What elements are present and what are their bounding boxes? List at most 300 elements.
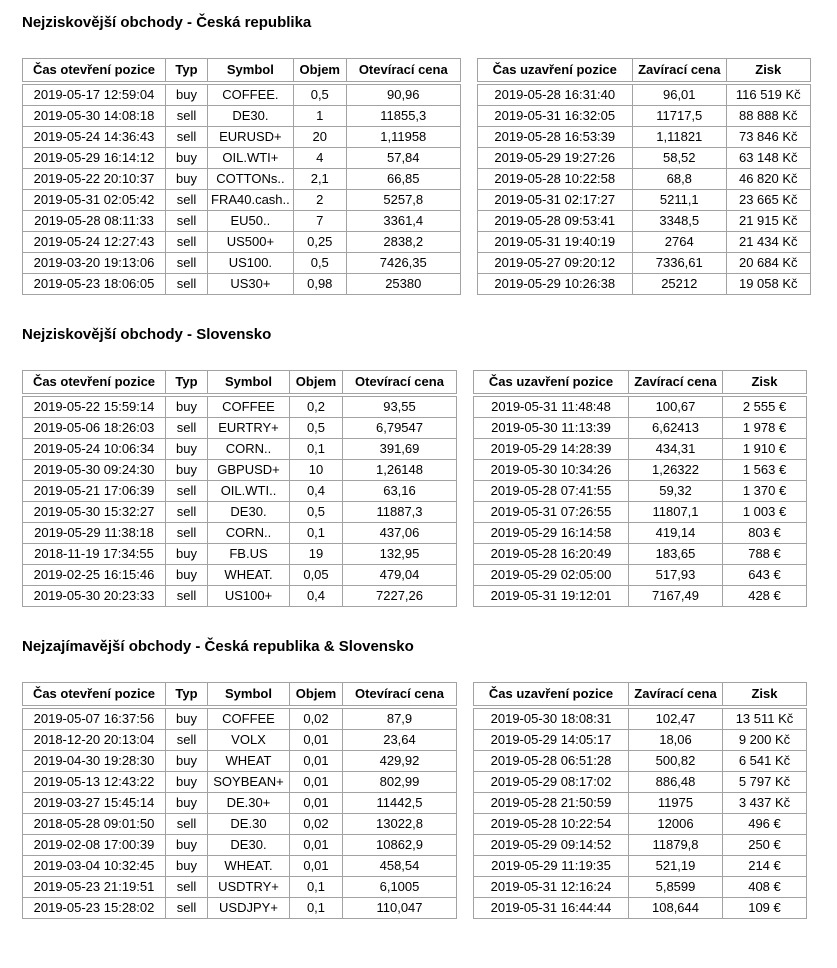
symbol-cell: US100. — [208, 253, 294, 274]
open-time-cell: 2019-04-30 19:28:30 — [23, 751, 166, 772]
open-price-cell: 391,69 — [343, 439, 457, 460]
volume-cell: 0,5 — [290, 502, 343, 523]
symbol-cell: EU50.. — [208, 211, 294, 232]
open-price-cell: 11887,3 — [343, 502, 457, 523]
table-row — [23, 481, 457, 502]
volume-cell: 0,1 — [290, 877, 343, 898]
close-price-cell: 434,31 — [629, 439, 723, 460]
table-row — [474, 586, 807, 607]
col-header-open-price: Otevírací cena — [343, 371, 457, 394]
close-time-cell: 2019-05-28 21:50:59 — [474, 793, 629, 814]
symbol-cell: DE30. — [208, 835, 290, 856]
symbol-cell: WHEAT. — [208, 856, 290, 877]
col-header-profit: Zisk — [723, 683, 807, 706]
profit-cell: 46 820 Kč — [726, 169, 810, 190]
section-title: Nejzajímavější obchody - Česká republika & Slovensko — [22, 638, 414, 655]
table-row — [23, 439, 457, 460]
open-time-cell: 2019-05-22 20:10:37 — [23, 169, 166, 190]
table-row — [23, 793, 457, 814]
profit-cell: 9 200 Kč — [723, 730, 807, 751]
table-row — [23, 730, 457, 751]
close-price-cell: 102,47 — [629, 709, 723, 730]
open-time-cell: 2018-11-19 17:34:55 — [23, 544, 166, 565]
open-price-cell: 1,26148 — [343, 460, 457, 481]
symbol-cell: GBPUSD+ — [208, 460, 290, 481]
close-price-cell: 18,06 — [629, 730, 723, 751]
table-row — [23, 502, 457, 523]
profit-cell: 23 665 Kč — [726, 190, 810, 211]
profit-cell: 88 888 Kč — [726, 106, 810, 127]
close-time-cell: 2019-05-28 16:53:39 — [477, 127, 632, 148]
open-time-cell: 2019-05-30 15:32:27 — [23, 502, 166, 523]
profit-cell: 116 519 Kč — [726, 85, 810, 106]
open-time-cell: 2019-05-23 21:19:51 — [23, 877, 166, 898]
type-cell: sell — [166, 523, 208, 544]
symbol-cell: DE30. — [208, 106, 294, 127]
profit-cell: 408 € — [723, 877, 807, 898]
table-row — [477, 127, 810, 148]
close-price-cell: 11807,1 — [629, 502, 723, 523]
open-time-cell: 2019-05-24 12:27:43 — [23, 232, 166, 253]
open-time-cell: 2018-12-20 20:13:04 — [23, 730, 166, 751]
table-row — [474, 835, 807, 856]
type-cell: sell — [166, 232, 208, 253]
table-row — [23, 253, 461, 274]
close-price-cell: 183,65 — [629, 544, 723, 565]
open-time-cell: 2019-05-30 09:24:30 — [23, 460, 166, 481]
table-row — [474, 751, 807, 772]
volume-cell: 0,4 — [290, 586, 343, 607]
symbol-cell: EURTRY+ — [208, 418, 290, 439]
open-price-cell: 66,85 — [346, 169, 460, 190]
open-price-cell: 57,84 — [346, 148, 460, 169]
profit-cell: 20 684 Kč — [726, 253, 810, 274]
open-time-cell: 2019-05-22 15:59:14 — [23, 397, 166, 418]
trades-open-table — [22, 682, 457, 919]
close-time-cell: 2019-05-28 16:31:40 — [477, 85, 632, 106]
close-time-cell: 2019-05-28 06:51:28 — [474, 751, 629, 772]
symbol-cell: OIL.WTI+ — [208, 148, 294, 169]
close-price-cell: 6,62413 — [629, 418, 723, 439]
volume-cell: 10 — [290, 460, 343, 481]
symbol-cell: SOYBEAN+ — [208, 772, 290, 793]
section-top-trades-slovakia — [22, 326, 815, 607]
col-header-close-time: Čas uzavření pozice — [474, 683, 629, 706]
col-header-volume: Objem — [293, 59, 346, 82]
open-price-cell: 90,96 — [346, 85, 460, 106]
profit-cell: 1 978 € — [723, 418, 807, 439]
table-row — [474, 877, 807, 898]
open-price-cell: 2838,2 — [346, 232, 460, 253]
table-row — [474, 856, 807, 877]
type-cell: sell — [166, 127, 208, 148]
type-cell: sell — [166, 190, 208, 211]
table-row — [23, 523, 457, 544]
profit-cell: 109 € — [723, 898, 807, 919]
open-time-cell: 2018-05-28 09:01:50 — [23, 814, 166, 835]
col-header-volume: Objem — [290, 371, 343, 394]
open-price-cell: 23,64 — [343, 730, 457, 751]
col-header-open-time: Čas otevření pozice — [23, 683, 166, 706]
volume-cell: 0,5 — [290, 418, 343, 439]
table-row — [474, 709, 807, 730]
open-price-cell: 63,16 — [343, 481, 457, 502]
profit-cell: 73 846 Kč — [726, 127, 810, 148]
symbol-cell: DE30. — [208, 502, 290, 523]
volume-cell: 0,1 — [290, 898, 343, 919]
section-title: Nejziskovější obchody - Slovensko — [22, 326, 272, 343]
close-price-cell: 58,52 — [632, 148, 726, 169]
table-row — [23, 460, 457, 481]
close-time-cell: 2019-05-29 09:14:52 — [474, 835, 629, 856]
volume-cell: 0,5 — [293, 85, 346, 106]
close-time-cell: 2019-05-28 07:41:55 — [474, 481, 629, 502]
symbol-cell: FB.US — [208, 544, 290, 565]
col-header-type: Typ — [166, 683, 208, 706]
volume-cell: 0,01 — [290, 793, 343, 814]
open-price-cell: 429,92 — [343, 751, 457, 772]
trades-table-group — [22, 58, 815, 295]
table-row — [23, 211, 461, 232]
open-price-cell: 87,9 — [343, 709, 457, 730]
close-time-cell: 2019-05-30 10:34:26 — [474, 460, 629, 481]
close-time-cell: 2019-05-31 07:26:55 — [474, 502, 629, 523]
open-time-cell: 2019-05-29 11:38:18 — [23, 523, 166, 544]
close-time-cell: 2019-05-29 08:17:02 — [474, 772, 629, 793]
symbol-cell: US100+ — [208, 586, 290, 607]
close-price-cell: 96,01 — [632, 85, 726, 106]
section-title: Nejziskovější obchody - Česká republika — [22, 14, 312, 31]
table-row — [23, 772, 457, 793]
volume-cell: 0,05 — [290, 565, 343, 586]
type-cell: buy — [166, 460, 208, 481]
volume-cell: 2,1 — [293, 169, 346, 190]
header-row — [23, 371, 457, 394]
col-header-close-time: Čas uzavření pozice — [477, 59, 632, 82]
type-cell: sell — [166, 814, 208, 835]
close-time-cell: 2019-05-29 14:05:17 — [474, 730, 629, 751]
table-row — [474, 898, 807, 919]
table-row — [474, 481, 807, 502]
type-cell: buy — [166, 565, 208, 586]
profit-cell: 214 € — [723, 856, 807, 877]
close-price-cell: 1,26322 — [629, 460, 723, 481]
type-cell: sell — [166, 898, 208, 919]
open-time-cell: 2019-05-30 14:08:18 — [23, 106, 166, 127]
profit-cell: 250 € — [723, 835, 807, 856]
close-price-cell: 11879,8 — [629, 835, 723, 856]
table-row — [477, 169, 810, 190]
symbol-cell: DE.30 — [208, 814, 290, 835]
type-cell: buy — [166, 148, 208, 169]
symbol-cell: COFFEE. — [208, 85, 294, 106]
col-header-close-price: Zavírací cena — [629, 683, 723, 706]
open-time-cell: 2019-02-25 16:15:46 — [23, 565, 166, 586]
symbol-cell: CORN.. — [208, 523, 290, 544]
close-price-cell: 521,19 — [629, 856, 723, 877]
volume-cell: 0,01 — [290, 730, 343, 751]
symbol-cell: COFFEE — [208, 397, 290, 418]
symbol-cell: FRA40.cash.. — [208, 190, 294, 211]
close-time-cell: 2019-05-28 16:20:49 — [474, 544, 629, 565]
table-row — [23, 148, 461, 169]
symbol-cell: COFFEE — [208, 709, 290, 730]
open-time-cell: 2019-05-24 10:06:34 — [23, 439, 166, 460]
volume-cell: 0,25 — [293, 232, 346, 253]
symbol-cell: WHEAT — [208, 751, 290, 772]
profit-cell: 496 € — [723, 814, 807, 835]
close-price-cell: 500,82 — [629, 751, 723, 772]
close-price-cell: 100,67 — [629, 397, 723, 418]
table-row — [474, 460, 807, 481]
profit-cell: 788 € — [723, 544, 807, 565]
close-price-cell: 517,93 — [629, 565, 723, 586]
close-time-cell: 2019-05-31 16:32:05 — [477, 106, 632, 127]
volume-cell: 0,01 — [290, 856, 343, 877]
col-header-profit: Zisk — [723, 371, 807, 394]
open-price-cell: 479,04 — [343, 565, 457, 586]
table-row — [23, 418, 457, 439]
volume-cell: 0,01 — [290, 751, 343, 772]
table-row — [23, 232, 461, 253]
profit-cell: 1 370 € — [723, 481, 807, 502]
volume-cell: 0,4 — [290, 481, 343, 502]
table-row — [474, 544, 807, 565]
close-time-cell: 2019-05-31 19:12:01 — [474, 586, 629, 607]
volume-cell: 2 — [293, 190, 346, 211]
close-time-cell: 2019-05-31 02:17:27 — [477, 190, 632, 211]
section-top-trades-czech — [22, 14, 815, 295]
close-time-cell: 2019-05-29 10:26:38 — [477, 274, 632, 295]
table-row — [477, 85, 810, 106]
type-cell: buy — [166, 397, 208, 418]
type-cell: sell — [166, 418, 208, 439]
close-time-cell: 2019-05-27 09:20:12 — [477, 253, 632, 274]
close-time-cell: 2019-05-30 18:08:31 — [474, 709, 629, 730]
close-price-cell: 3348,5 — [632, 211, 726, 232]
profit-cell: 63 148 Kč — [726, 148, 810, 169]
close-price-cell: 7336,61 — [632, 253, 726, 274]
col-header-close-time: Čas uzavření pozice — [474, 371, 629, 394]
type-cell: sell — [166, 274, 208, 295]
symbol-cell: US500+ — [208, 232, 294, 253]
open-price-cell: 25380 — [346, 274, 460, 295]
table-row — [23, 169, 461, 190]
volume-cell: 0,98 — [293, 274, 346, 295]
open-price-cell: 10862,9 — [343, 835, 457, 856]
profit-cell: 5 797 Kč — [723, 772, 807, 793]
table-row — [474, 397, 807, 418]
open-time-cell: 2019-05-28 08:11:33 — [23, 211, 166, 232]
symbol-cell: COTTONs.. — [208, 169, 294, 190]
type-cell: sell — [166, 481, 208, 502]
table-row — [23, 877, 457, 898]
volume-cell: 0,01 — [290, 772, 343, 793]
type-cell: buy — [166, 793, 208, 814]
open-price-cell: 13022,8 — [343, 814, 457, 835]
symbol-cell: VOLX — [208, 730, 290, 751]
symbol-cell: USDJPY+ — [208, 898, 290, 919]
open-price-cell: 6,1005 — [343, 877, 457, 898]
open-price-cell: 1,11958 — [346, 127, 460, 148]
header-row — [474, 371, 807, 394]
close-price-cell: 59,32 — [629, 481, 723, 502]
close-price-cell: 2764 — [632, 232, 726, 253]
open-price-cell: 7227,26 — [343, 586, 457, 607]
open-price-cell: 93,55 — [343, 397, 457, 418]
table-row — [23, 565, 457, 586]
type-cell: buy — [166, 751, 208, 772]
type-cell: sell — [166, 877, 208, 898]
profit-cell: 428 € — [723, 586, 807, 607]
open-time-cell: 2019-05-23 18:06:05 — [23, 274, 166, 295]
profit-cell: 19 058 Kč — [726, 274, 810, 295]
volume-cell: 0,1 — [290, 523, 343, 544]
type-cell: buy — [166, 709, 208, 730]
table-row — [474, 793, 807, 814]
open-price-cell: 11855,3 — [346, 106, 460, 127]
table-row — [474, 730, 807, 751]
table-row — [23, 544, 457, 565]
close-price-cell: 5211,1 — [632, 190, 726, 211]
col-header-open-price: Otevírací cena — [343, 683, 457, 706]
close-time-cell: 2019-05-29 16:14:58 — [474, 523, 629, 544]
close-price-cell: 11717,5 — [632, 106, 726, 127]
table-row — [23, 856, 457, 877]
col-header-symbol: Symbol — [208, 59, 294, 82]
open-price-cell: 110,047 — [343, 898, 457, 919]
header-row — [474, 683, 807, 706]
volume-cell: 7 — [293, 211, 346, 232]
open-price-cell: 132,95 — [343, 544, 457, 565]
open-time-cell: 2019-02-08 17:00:39 — [23, 835, 166, 856]
open-price-cell: 458,54 — [343, 856, 457, 877]
volume-cell: 20 — [293, 127, 346, 148]
open-time-cell: 2019-05-29 16:14:12 — [23, 148, 166, 169]
table-row — [23, 814, 457, 835]
profit-cell: 2 555 € — [723, 397, 807, 418]
profit-cell: 1 910 € — [723, 439, 807, 460]
table-row — [477, 253, 810, 274]
volume-cell: 0,02 — [290, 814, 343, 835]
table-row — [23, 127, 461, 148]
open-price-cell: 3361,4 — [346, 211, 460, 232]
profit-cell: 3 437 Kč — [723, 793, 807, 814]
profit-cell: 6 541 Kč — [723, 751, 807, 772]
close-time-cell: 2019-05-28 10:22:58 — [477, 169, 632, 190]
table-row — [474, 814, 807, 835]
table-row — [474, 418, 807, 439]
type-cell: sell — [166, 253, 208, 274]
volume-cell: 0,2 — [290, 397, 343, 418]
profit-cell: 1 563 € — [723, 460, 807, 481]
close-time-cell: 2019-05-31 12:16:24 — [474, 877, 629, 898]
table-row — [477, 274, 810, 295]
profit-cell: 21 915 Kč — [726, 211, 810, 232]
header-row — [477, 59, 810, 82]
open-time-cell: 2019-03-04 10:32:45 — [23, 856, 166, 877]
profit-cell: 21 434 Kč — [726, 232, 810, 253]
symbol-cell: US30+ — [208, 274, 294, 295]
trades-open-table — [22, 58, 461, 295]
table-row — [23, 106, 461, 127]
open-time-cell: 2019-05-17 12:59:04 — [23, 85, 166, 106]
open-time-cell: 2019-05-13 12:43:22 — [23, 772, 166, 793]
table-row — [23, 709, 457, 730]
symbol-cell: DE.30+ — [208, 793, 290, 814]
type-cell: buy — [166, 85, 208, 106]
volume-cell: 1 — [293, 106, 346, 127]
symbol-cell: WHEAT. — [208, 565, 290, 586]
close-time-cell: 2019-05-29 02:05:00 — [474, 565, 629, 586]
close-price-cell: 12006 — [629, 814, 723, 835]
type-cell: buy — [166, 772, 208, 793]
col-header-volume: Objem — [290, 683, 343, 706]
trades-close-table — [473, 682, 807, 919]
table-row — [23, 835, 457, 856]
open-price-cell: 437,06 — [343, 523, 457, 544]
col-header-open-time: Čas otevření pozice — [23, 59, 166, 82]
open-time-cell: 2019-05-07 16:37:56 — [23, 709, 166, 730]
trades-table-group — [22, 682, 815, 919]
close-time-cell: 2019-05-29 14:28:39 — [474, 439, 629, 460]
open-time-cell: 2019-05-21 17:06:39 — [23, 481, 166, 502]
type-cell: sell — [166, 211, 208, 232]
volume-cell: 4 — [293, 148, 346, 169]
col-header-type: Typ — [166, 371, 208, 394]
open-time-cell: 2019-03-27 15:45:14 — [23, 793, 166, 814]
type-cell: buy — [166, 439, 208, 460]
close-time-cell: 2019-05-31 16:44:44 — [474, 898, 629, 919]
symbol-cell: EURUSD+ — [208, 127, 294, 148]
profit-cell: 803 € — [723, 523, 807, 544]
close-time-cell: 2019-05-31 19:40:19 — [477, 232, 632, 253]
header-row — [23, 683, 457, 706]
close-time-cell: 2019-05-30 11:13:39 — [474, 418, 629, 439]
profit-cell: 1 003 € — [723, 502, 807, 523]
trades-open-table — [22, 370, 457, 607]
close-price-cell: 68,8 — [632, 169, 726, 190]
type-cell: buy — [166, 835, 208, 856]
close-price-cell: 25212 — [632, 274, 726, 295]
close-price-cell: 419,14 — [629, 523, 723, 544]
table-row — [474, 772, 807, 793]
col-header-close-price: Zavírací cena — [629, 371, 723, 394]
volume-cell: 0,01 — [290, 835, 343, 856]
close-price-cell: 11975 — [629, 793, 723, 814]
type-cell: sell — [166, 502, 208, 523]
table-row — [477, 106, 810, 127]
table-row — [23, 898, 457, 919]
table-row — [477, 148, 810, 169]
col-header-open-time: Čas otevření pozice — [23, 371, 166, 394]
close-price-cell: 108,644 — [629, 898, 723, 919]
symbol-cell: CORN.. — [208, 439, 290, 460]
col-header-close-price: Zavírací cena — [632, 59, 726, 82]
table-row — [477, 211, 810, 232]
table-row — [474, 565, 807, 586]
profit-cell: 643 € — [723, 565, 807, 586]
open-price-cell: 7426,35 — [346, 253, 460, 274]
table-row — [477, 232, 810, 253]
volume-cell: 19 — [290, 544, 343, 565]
symbol-cell: USDTRY+ — [208, 877, 290, 898]
type-cell: sell — [166, 106, 208, 127]
type-cell: buy — [166, 169, 208, 190]
trades-close-table — [477, 58, 811, 295]
table-row — [23, 397, 457, 418]
open-price-cell: 11442,5 — [343, 793, 457, 814]
